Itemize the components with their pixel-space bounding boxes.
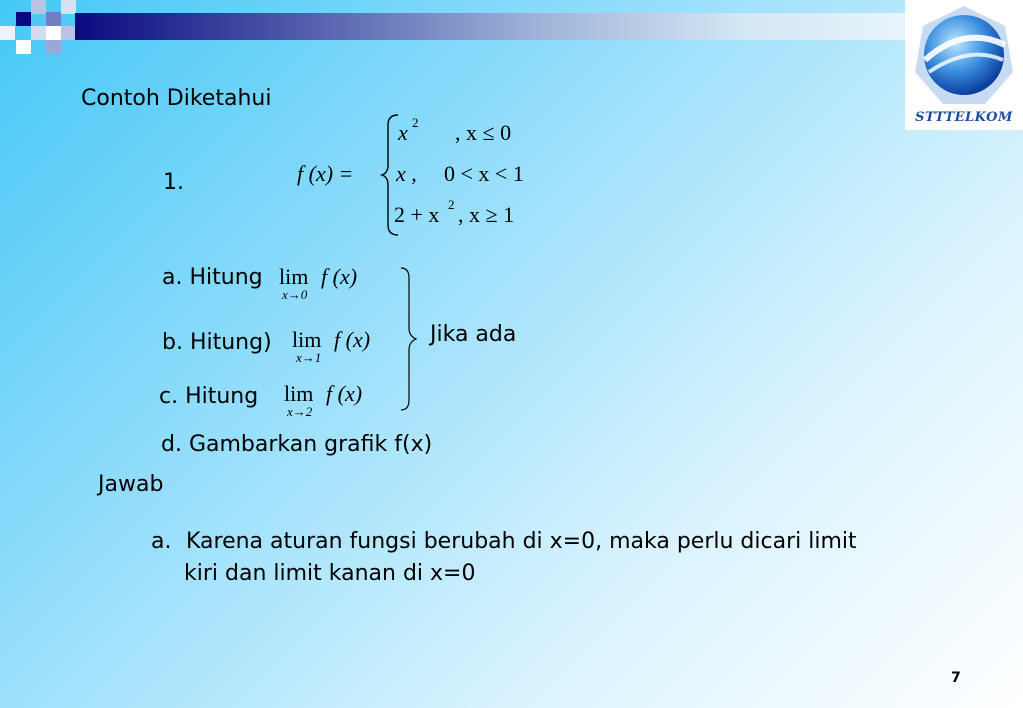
deco-square [46, 26, 61, 40]
top-decoration [0, 0, 80, 60]
deco-square [31, 0, 46, 14]
jika-ada-label: Jika ada [430, 322, 517, 347]
deco-square [0, 26, 15, 40]
deco-square [31, 26, 46, 40]
deco-square [46, 40, 61, 54]
globe-logo-icon [905, 0, 1023, 110]
answer-a-marker: a. [151, 529, 172, 554]
title-bar-gradient [75, 13, 905, 40]
answer-label: Jawab [98, 472, 164, 497]
case-2-cond: 0 < x < 1 [444, 161, 524, 186]
case-3-exponent: 2 [448, 197, 455, 212]
question-c-fx: f (x) [326, 381, 363, 406]
page-number: 7 [951, 670, 961, 686]
case-3-expr: 2 + x [394, 202, 440, 227]
question-c-sub: x→2 [287, 404, 313, 419]
case-3-cond: , x ≥ 1 [458, 202, 515, 227]
question-a-label: a. Hitung [162, 265, 263, 290]
answer-a-line2: kiri dan limit kanan di x=0 [184, 561, 476, 586]
deco-square [16, 40, 31, 54]
question-a-lim: lim [279, 264, 309, 289]
case-1-exponent: 2 [412, 115, 419, 130]
logo [905, 0, 1023, 130]
function-lhs: f (x) = [297, 161, 354, 186]
deco-square [46, 12, 61, 26]
deco-square [61, 26, 76, 40]
deco-square [16, 12, 31, 26]
answer-a-line1: Karena aturan fungsi berubah di x=0, maka perlu dicari limit [186, 529, 857, 554]
item-number: 1. [163, 170, 184, 195]
case-1-expr: x [398, 120, 408, 145]
slide-title: Contoh Diketahui [81, 86, 272, 111]
case-1-cond: , x ≤ 0 [455, 120, 512, 145]
case-2-expr: x , [396, 161, 417, 186]
question-b-fx: f (x) [334, 327, 371, 352]
question-b-lim: lim [292, 327, 322, 352]
deco-square [61, 0, 76, 14]
question-d-label: d. Gambarkan grafik f(x) [161, 432, 433, 457]
logo-text: STTTELKOM [915, 110, 1013, 125]
questions-brace [399, 266, 419, 412]
question-c-lim: lim [284, 381, 314, 406]
question-c-label: c. Hitung [159, 384, 259, 409]
question-b-sub: x→1 [296, 350, 322, 365]
question-b-label: b. Hitung) [162, 330, 272, 355]
question-a-sub: x→0 [282, 287, 308, 302]
question-a-fx: f (x) [321, 264, 358, 289]
